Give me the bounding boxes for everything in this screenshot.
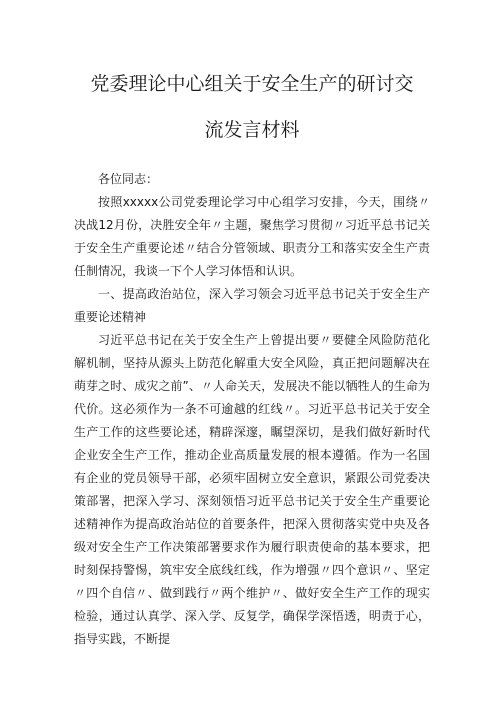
paragraph-body: 习近平总书记在关于安全生产上曾提出要〃要健全风险防范化解机制，坚持从源头上防范化解重大安全风险，真正把问题解决在萌芽之时、成灾之前”、〃人命关天，发展决不能以牺牲人的生命为代价。这必须作为一条不可逾越的红线〃。习近平总书记关于安全生产工作的这些要论述，精辟深邃，瞩望深切，是我们做好新时代企业安全生产工作，推动企业高质量发展的根本遵循。作为一名国有企业的党员领导干部，必须牢固树立安全意识，紧跟公司党委决策部署，把深入学习、深刻领悟习近平总书记关于安全生产重要论述精神作为提高政治站位的首要条件，把深入贯彻落实党中央及各级对安全生产工作决策部署要求作为履行职责使命的基本要求，把时刻保持警惕，筑牢安全底线红线，作为增强〃四个意识〃、坚定〃四个自信〃、做到践行〃两个维护〃、做好安全生产工作的现实检验，通过认真学、深入学、反复学，确保学深悟透，明责于心，指导实践，不断提 bbox=[74, 333, 430, 646]
document-body bbox=[74, 168, 430, 651]
paragraph-intro: 按照xxxxx公司党委理论学习中心组学习安排，今天，围绕〃决战12月份，决胜安全年〃主题，聚焦学习贯彻〃习近平总书记关于安全生产重要论述〃结合分管领域、职责分工和落实安全生产责任制情况，我谈一下个人学习体悟和认识。 bbox=[74, 195, 430, 278]
salutation: 各位同志： bbox=[98, 172, 159, 186]
document-title-line-1: 党委理论中心组关于安全生产的研讨交 bbox=[90, 73, 414, 95]
section-heading-1: 一、提高政治站位，深入学习领会习近平总书记关于安全生产重要论述精神 bbox=[74, 287, 430, 324]
document-title-line-2: 流发言材料 bbox=[204, 119, 300, 141]
